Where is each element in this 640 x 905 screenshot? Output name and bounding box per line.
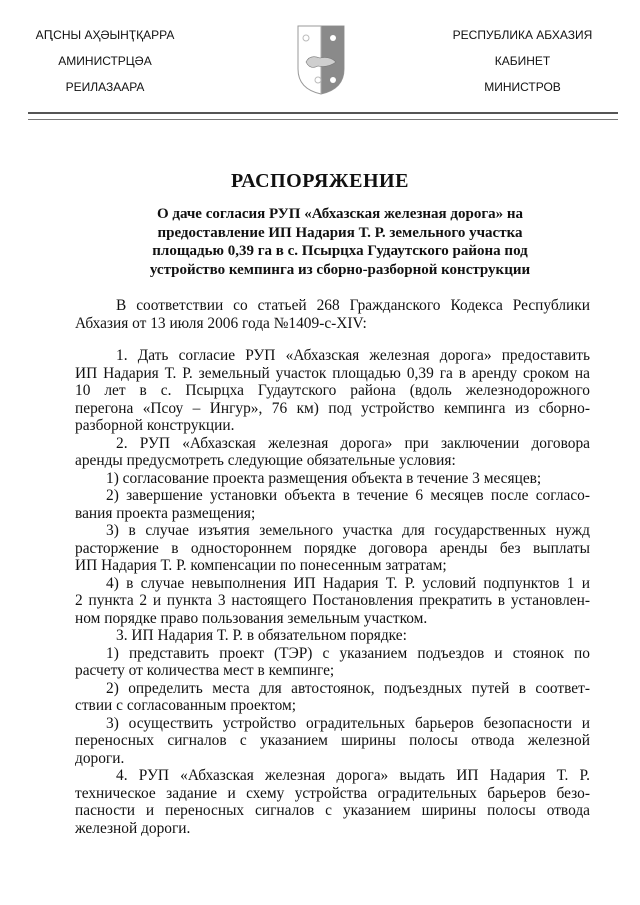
text-line: ствии с согласованным проектом;: [75, 697, 297, 714]
header-line: РЕСПУБЛИКА АБХАЗИЯ: [452, 28, 593, 42]
text-line: ИП Надария Т. Р. компенсации по понесенным затратам;: [75, 557, 447, 574]
text-line: техническое задание и схему устройства оградительных барьеров безо-: [75, 784, 590, 802]
header-line: РЕИЛАЗААРА: [65, 80, 145, 94]
text-line: 2. РУП «Абхазская железная дорога» при заключении договора: [116, 434, 590, 452]
text-line: В соответствии со статьей 268 Гражданского Кодекса Республики: [116, 297, 590, 314]
subject-line: площадью 0,39 га в с. Псырцха Гудаутского района под: [152, 243, 528, 259]
text-line: 4. РУП «Абхазская железная дорога» выдать ИП Надария Т. Р.: [116, 767, 590, 784]
text-line: 2) определить места для автостоянок, подъездных путей в соответ-: [106, 679, 590, 697]
header-russian: [445, 22, 600, 100]
text-line: аренды предусмотреть следующие обязательные условия:: [75, 452, 456, 469]
text-line: 1) представить проект (ТЭР) с указанием подъездов и стоянок по: [106, 644, 590, 662]
text-line: 2) завершение установки объекта в течение 6 месяцев после согласо-: [106, 487, 590, 504]
text-line: железной дороги.: [75, 819, 191, 837]
document-body: [75, 347, 590, 837]
header-line: КАБИНЕТ: [494, 54, 551, 68]
subject-line: О даче согласия РУП «Абхазская железная дорога» на: [156, 206, 524, 222]
text-line: 4) в случае невыполнения ИП Надария Т. Р. условий подпунктов 1 и: [106, 574, 590, 592]
text-line: перегона «Псоу – Ингур», 76 км) под устройство кемпинга из сборно-: [75, 399, 590, 417]
text-line: ИП Надария Т. Р. земельный участок площадью 0,39 га в аренду сроком на: [75, 364, 590, 382]
text-line: 1. Дать согласие РУП «Абхазская железная дорога» предоставить: [116, 347, 590, 364]
preamble: [75, 297, 590, 332]
header-divider: [28, 112, 618, 120]
text-line: 10 лет в с. Псырцха Гудаутского района (вдоль железнодорожного: [75, 382, 590, 399]
subject-line: устройство кемпинга из сборно-разборной конструкции: [149, 261, 531, 278]
text-line: расчету от количества мест в кемпинге;: [75, 662, 335, 679]
subject-line: предоставление ИП Надария Т. Р. земельного участка: [157, 224, 523, 241]
text-line: ном порядке право пользования земельным участком.: [75, 609, 428, 627]
header-line: АԤСНЫ АҲӘЫНҬҚАРРА: [35, 28, 175, 42]
header-abkhaz: [30, 22, 180, 100]
coat-of-arms-icon: [296, 24, 346, 96]
text-line: вания проекта размещения;: [75, 504, 256, 522]
text-line: переносных сигналов с указанием ширины полосы отвода железной: [75, 732, 590, 749]
text-line: 2 пункта 2 и пункта 3 настоящего Постановления прекратить в установлен-: [75, 592, 590, 609]
text-line: 3. ИП Надария Т. Р. в обязательном порядке:: [116, 627, 407, 644]
document-subject: [120, 205, 560, 279]
text-line: 3) в случае изъятия земельного участка для государственных нужд: [106, 522, 590, 539]
text-line: пасности и переносных сигналов с указанием ширины полосы отвода: [75, 802, 590, 819]
text-line: дороги.: [75, 749, 125, 767]
text-line: 3) осуществить устройство оградительных барьеров безопасности и: [106, 714, 590, 732]
text-line: разборной конструкции.: [75, 417, 235, 434]
text-line: расторжение в одностороннем порядке договора аренды без выплаты: [75, 539, 590, 557]
header-line: МИНИСТРОВ: [484, 80, 561, 94]
text-line: Абхазия от 13 июля 2006 года №1409-с-XIV:: [75, 314, 367, 332]
header-line: АМИНИСТРЦӘА: [58, 54, 152, 68]
text-line: 1) согласование проекта размещения объекта в течение 3 месяцев;: [106, 469, 542, 487]
document-title: РАСПОРЯЖЕНИЕ: [231, 170, 409, 192]
